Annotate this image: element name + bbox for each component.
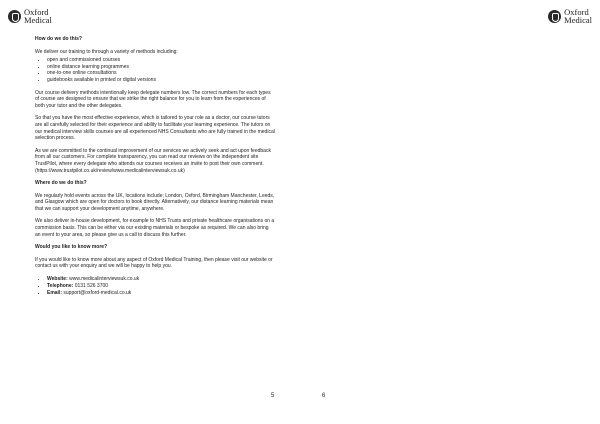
list-item: • open and commissioned courses bbox=[47, 57, 275, 64]
oxford-medical-logo bbox=[548, 8, 592, 24]
where-paragraph-2: We also deliver in-house development, for example to NHS Trusts and private healthcare organisations on a commission basis. This can be either via our existing materials or bespoke as required. We can also bring an event to your area, so please give us a call to discuss this further. bbox=[35, 218, 275, 238]
list-item: • one-to-one online consultations bbox=[47, 70, 275, 77]
telephone-value: 0131 526 3700 bbox=[74, 283, 109, 290]
how-intro: We deliver our training to through a variety of methods including: bbox=[35, 48, 178, 55]
website-link[interactable]: www.medicalinterviewsuk.co.uk bbox=[69, 276, 140, 283]
heading-how: How do we do this? bbox=[35, 36, 82, 42]
list-item: • online distance learning programmes bbox=[47, 64, 275, 71]
methods-list bbox=[35, 57, 275, 83]
contact-website bbox=[47, 276, 275, 283]
contact-label: Telephone: bbox=[47, 283, 74, 290]
contact-email bbox=[47, 290, 275, 297]
heading-where: Where do we do this? bbox=[35, 180, 87, 187]
page-content bbox=[35, 36, 275, 303]
seal-icon bbox=[8, 10, 21, 23]
how-paragraph-2: So that you have the most effective experience, which is tailored to your role as a doctor, our course tutors are all carefully selected for their experience and ability to facilitate your learning experience. The tutors on our medical interview skills courses are all experienced NHS Consultants who are fully trained in the medical selection process. bbox=[35, 115, 275, 142]
oxford-medical-logo bbox=[8, 8, 52, 24]
page-number-right: 6 bbox=[322, 393, 326, 399]
page-right bbox=[300, 0, 600, 424]
how-paragraph-3: As we are committed to the continual improvement of our services we actively seek and act upon feedback from all our customers. For complete transparency, you can read our reviews on the independent site TrustPilot, where every delegate who attends our courses receives an invite to post their own comment. (https://www.trustpilot.co.uk/review/www.medicalinterviewsuk.co.uk) bbox=[35, 147, 271, 174]
email-link[interactable]: support@oxford-medical.co.uk bbox=[63, 290, 132, 297]
logo-line-1: Oxford bbox=[564, 7, 589, 17]
logo-line-2: Medical bbox=[564, 15, 592, 25]
contact-telephone bbox=[47, 283, 275, 290]
contact-label: Website: bbox=[47, 276, 68, 283]
where-paragraph-1: We regularly hold events across the UK, locations include; London, Oxford, Birmingham Manchester, Leeds, and Glasgow which are open for doctors to book directly. Alternatively, our distance learning materials mean that we can support your development anytime, anywhere. bbox=[35, 192, 275, 212]
how-paragraph-1: Our course delivery methods intentionally keep delegate numbers low. The correct numbers for each types of course are designed to ensure that we strike the right balance for you to learn from the experiences of both your tutor and the other delegates. bbox=[35, 89, 271, 109]
more-paragraph: If you would like to know more about any aspect of Oxford Medical Training, then please visit our website or contact us with your enquiry and we will be happy to help you. bbox=[35, 256, 273, 270]
page-number-left: 5 bbox=[271, 393, 275, 399]
logo-line-2: Medical bbox=[24, 15, 52, 25]
contact-label: Email: bbox=[47, 290, 63, 297]
seal-icon bbox=[548, 10, 561, 23]
heading-more: Would you like to know more? bbox=[35, 244, 108, 251]
list-item: • guidebooks available in printed or digital versions bbox=[47, 77, 275, 84]
contact-list bbox=[35, 276, 275, 297]
logo-line-1: Oxford bbox=[24, 7, 49, 17]
